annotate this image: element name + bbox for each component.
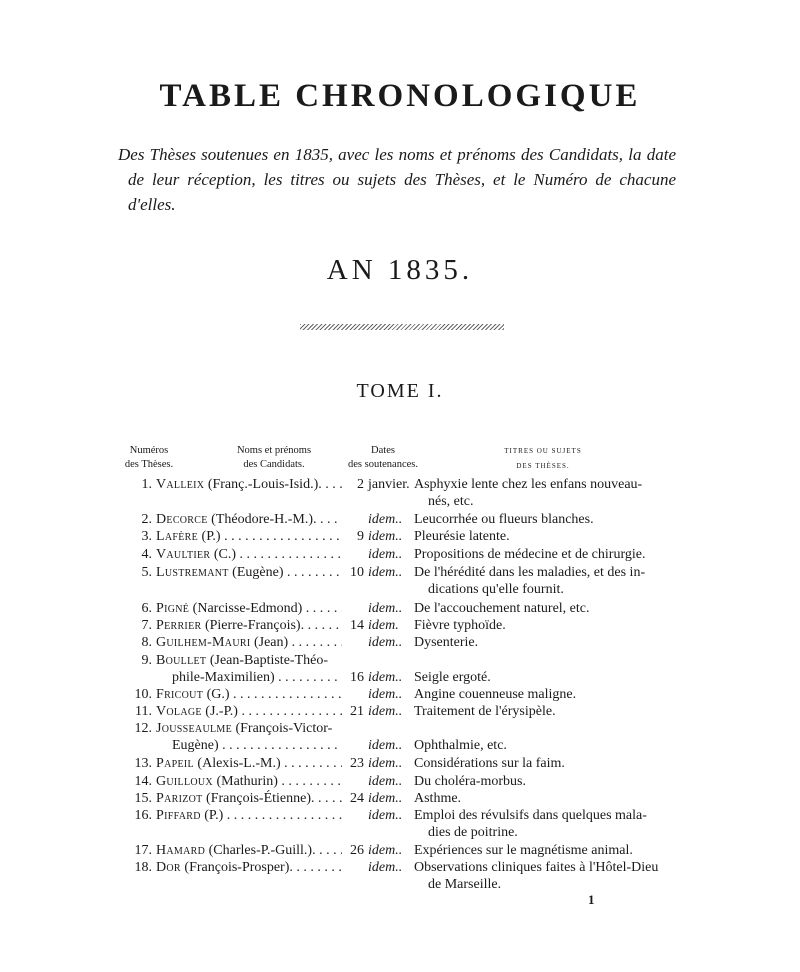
thesis-title: Traitement de l'érysipèle. (414, 704, 556, 719)
candidate-name (156, 546, 342, 563)
column-header-line: Numéros (129, 445, 169, 456)
column-header-line: des soutenances. (348, 459, 418, 470)
candidate-name (156, 842, 342, 859)
column-header-numeros (118, 444, 180, 472)
thesis-title: Du choléra-morbus. (414, 774, 526, 789)
candidate-given-names: (François-Victor- (231, 721, 333, 736)
thesis-number: 17. (134, 843, 152, 858)
defense-day: 14 (350, 618, 364, 633)
candidate-given-names: (Eugène) (228, 565, 284, 580)
candidate-surname: Jousseaulme (156, 721, 232, 736)
candidate-name (156, 703, 342, 720)
defense-date: idem.. (368, 843, 403, 858)
candidate-given-names: (Mathurin) (212, 774, 278, 789)
column-header-line: des Candidats. (243, 459, 305, 470)
thesis-title-continuation: nés, etc. (428, 494, 474, 509)
candidate-name (156, 511, 342, 528)
thesis-title: De l'accouchement naturel, etc. (414, 601, 590, 616)
candidate-surname: Guilhem-Mauri (156, 635, 251, 650)
defense-day: 9 (357, 529, 364, 544)
thesis-number: 6. (141, 601, 152, 616)
candidate-surname: Lafère (156, 529, 199, 544)
thesis-title: Asphyxie lente chez les enfans nouveau- (414, 477, 643, 492)
candidate-name (156, 720, 342, 737)
column-header-noms (214, 444, 334, 472)
column-header-line: DES THÈSES. (516, 462, 570, 470)
defense-date: idem. (368, 618, 399, 633)
thesis-number: 16. (134, 808, 152, 823)
thesis-title-continuation: dies de poitrine. (428, 825, 518, 840)
candidate-name (156, 807, 342, 824)
thesis-title: Fièvre typhoïde. (414, 618, 506, 633)
candidate-given-names: (P.) (198, 529, 221, 544)
candidate-given-names: (J.-P.) (201, 704, 238, 719)
defense-day: 21 (350, 704, 364, 719)
candidate-name (156, 790, 342, 807)
candidate-given-names: (François-Étienne). . (202, 791, 322, 806)
candidate-name-continuation: Eugène) . . . (172, 737, 342, 754)
candidate-name (156, 859, 342, 876)
candidate-given-names: (Jean-Baptiste-Théo- (206, 653, 329, 668)
defense-day: 16 (350, 670, 364, 685)
candidate-name (156, 564, 342, 581)
candidate-given-names: (G.) (203, 687, 230, 702)
thesis-number: 5. (141, 565, 152, 580)
defense-day: 23 (350, 756, 364, 771)
thesis-number: 12. (134, 721, 152, 736)
thesis-number: 4. (141, 547, 152, 562)
candidate-name (156, 755, 342, 772)
defense-date: idem.. (368, 738, 403, 753)
candidate-surname: Hamard (156, 843, 206, 858)
thesis-number: 10. (134, 687, 152, 702)
page-subtitle: Des Thèses soutenues en 1835, avec les noms et prénoms des Candidats, la date de leur réception, les titres ou sujets des Thèses, et le Numéro de chacune d'elles. (118, 145, 676, 214)
defense-date: idem.. (368, 791, 403, 806)
candidate-given-names: (Alexis-L.-M.) (193, 756, 281, 771)
thesis-title: Ophthalmie, etc. (414, 738, 507, 753)
tome-heading: TOME I. (356, 380, 444, 402)
thesis-title: Expériences sur le magnétisme animal. (414, 843, 633, 858)
candidate-surname: Guilloux (156, 774, 213, 789)
thesis-number: 18. (134, 860, 152, 875)
thesis-title-continuation: dications qu'elle fournit. (428, 582, 564, 597)
defense-date: idem.. (368, 670, 403, 685)
defense-date: idem.. (368, 756, 403, 771)
candidate-surname: Boullet (156, 653, 207, 668)
thesis-number: 13. (134, 756, 152, 771)
column-header-line: des Thèses. (124, 459, 174, 470)
defense-day: 26 (350, 843, 364, 858)
defense-day: 10 (350, 565, 364, 580)
candidate-surname: Lustremant (156, 565, 229, 580)
column-header-line: Noms et prénoms (236, 445, 312, 456)
thesis-number: 3. (141, 529, 152, 544)
candidate-given-names: (Pierre-François). . . . (201, 618, 326, 633)
candidate-given-names: (P.) (200, 808, 224, 823)
thesis-title: Dysenterie. (414, 635, 479, 650)
candidate-surname: Piffard (156, 808, 201, 823)
candidate-name (156, 652, 342, 669)
thesis-number: 11. (135, 704, 152, 719)
thesis-number: 15. (134, 791, 152, 806)
thesis-title: Observations cliniques faites à l'Hôtel-Dieu (414, 860, 659, 875)
thesis-number: 2. (141, 512, 152, 527)
defense-date: idem.. (368, 601, 403, 616)
defense-date: idem.. (368, 547, 403, 562)
defense-date: idem.. (368, 635, 403, 650)
column-header-line: TITRES OU SUJETS (504, 447, 582, 455)
thesis-title: Angine couenneuse maligne. (414, 687, 577, 702)
thesis-number: 8. (141, 635, 152, 650)
defense-date: idem.. (368, 704, 403, 719)
thesis-title: Propositions de médecine et de chirurgie. (414, 547, 646, 562)
candidate-name (156, 773, 342, 790)
defense-date: idem.. (368, 687, 403, 702)
candidate-given-names: (Charles-P.-Guill.). . (205, 843, 323, 858)
candidate-given-names: (Franç.-Louis-Isid.). (204, 477, 322, 492)
candidate-given-names: (Théodore-H.-M.). . (207, 512, 324, 527)
defense-date: idem.. (368, 529, 403, 544)
thesis-number: 7. (141, 618, 152, 633)
defense-date: idem.. (368, 512, 403, 527)
thesis-number: 14. (134, 774, 152, 789)
column-header-dates (330, 444, 436, 472)
defense-date: idem.. (368, 860, 403, 875)
thesis-title: Pleurésie latente. (414, 529, 510, 544)
candidate-name-continuation: phile-Maximilien) . . . (172, 669, 342, 686)
defense-date: janvier. (368, 477, 410, 492)
thesis-title: Leucorrhée ou flueurs blanches. (414, 512, 594, 527)
candidate-surname: Vaultier (156, 547, 211, 562)
thesis-title: Seigle ergoté. (414, 670, 491, 685)
thesis-title: Asthme. (414, 791, 462, 806)
defense-date: idem.. (368, 565, 403, 580)
candidate-surname: Perrier (156, 618, 202, 633)
defense-date: idem.. (368, 808, 403, 823)
candidate-given-names: (C.) (210, 547, 237, 562)
page-number: 1 (588, 892, 595, 907)
candidate-surname: Papeil (156, 756, 194, 771)
thesis-title: Considérations sur la faim. (414, 756, 565, 771)
ornament-rule (300, 324, 504, 330)
candidate-name (156, 686, 342, 703)
defense-day: 2 (357, 477, 364, 492)
defense-day: 24 (350, 791, 364, 806)
candidate-surname: Parizot (156, 791, 203, 806)
column-header-line: Dates (371, 445, 395, 456)
candidate-surname: Pigné (156, 601, 190, 616)
candidate-surname: Valleix (156, 477, 205, 492)
candidate-surname: Fricout (156, 687, 204, 702)
candidate-name (156, 476, 342, 493)
candidate-name (156, 528, 342, 545)
thesis-title: De l'hérédité dans les maladies, et des in- (414, 565, 646, 580)
candidate-surname: Dor (156, 860, 181, 875)
candidate-given-names: (François-Prosper). . . . . (180, 860, 321, 875)
defense-date: idem.. (368, 774, 403, 789)
thesis-number: 9. (141, 653, 152, 668)
candidate-name (156, 600, 342, 617)
candidate-name (156, 617, 342, 634)
thesis-number: 1. (141, 477, 152, 492)
thesis-title-continuation: de Marseille. (428, 877, 502, 892)
thesis-title: Emploi des révulsifs dans quelques mala- (414, 808, 647, 823)
candidate-surname: Volage (156, 704, 202, 719)
page-title: TABLE CHRONOLOGIQUE (159, 78, 641, 114)
candidate-name (156, 634, 342, 651)
candidate-surname: Decorce (156, 512, 208, 527)
year-heading: AN 1835. (326, 254, 474, 286)
candidate-given-names: (Narcisse-Edmond) . . . (189, 601, 324, 616)
candidate-given-names: (Jean) (250, 635, 289, 650)
column-header-titres (478, 444, 608, 474)
